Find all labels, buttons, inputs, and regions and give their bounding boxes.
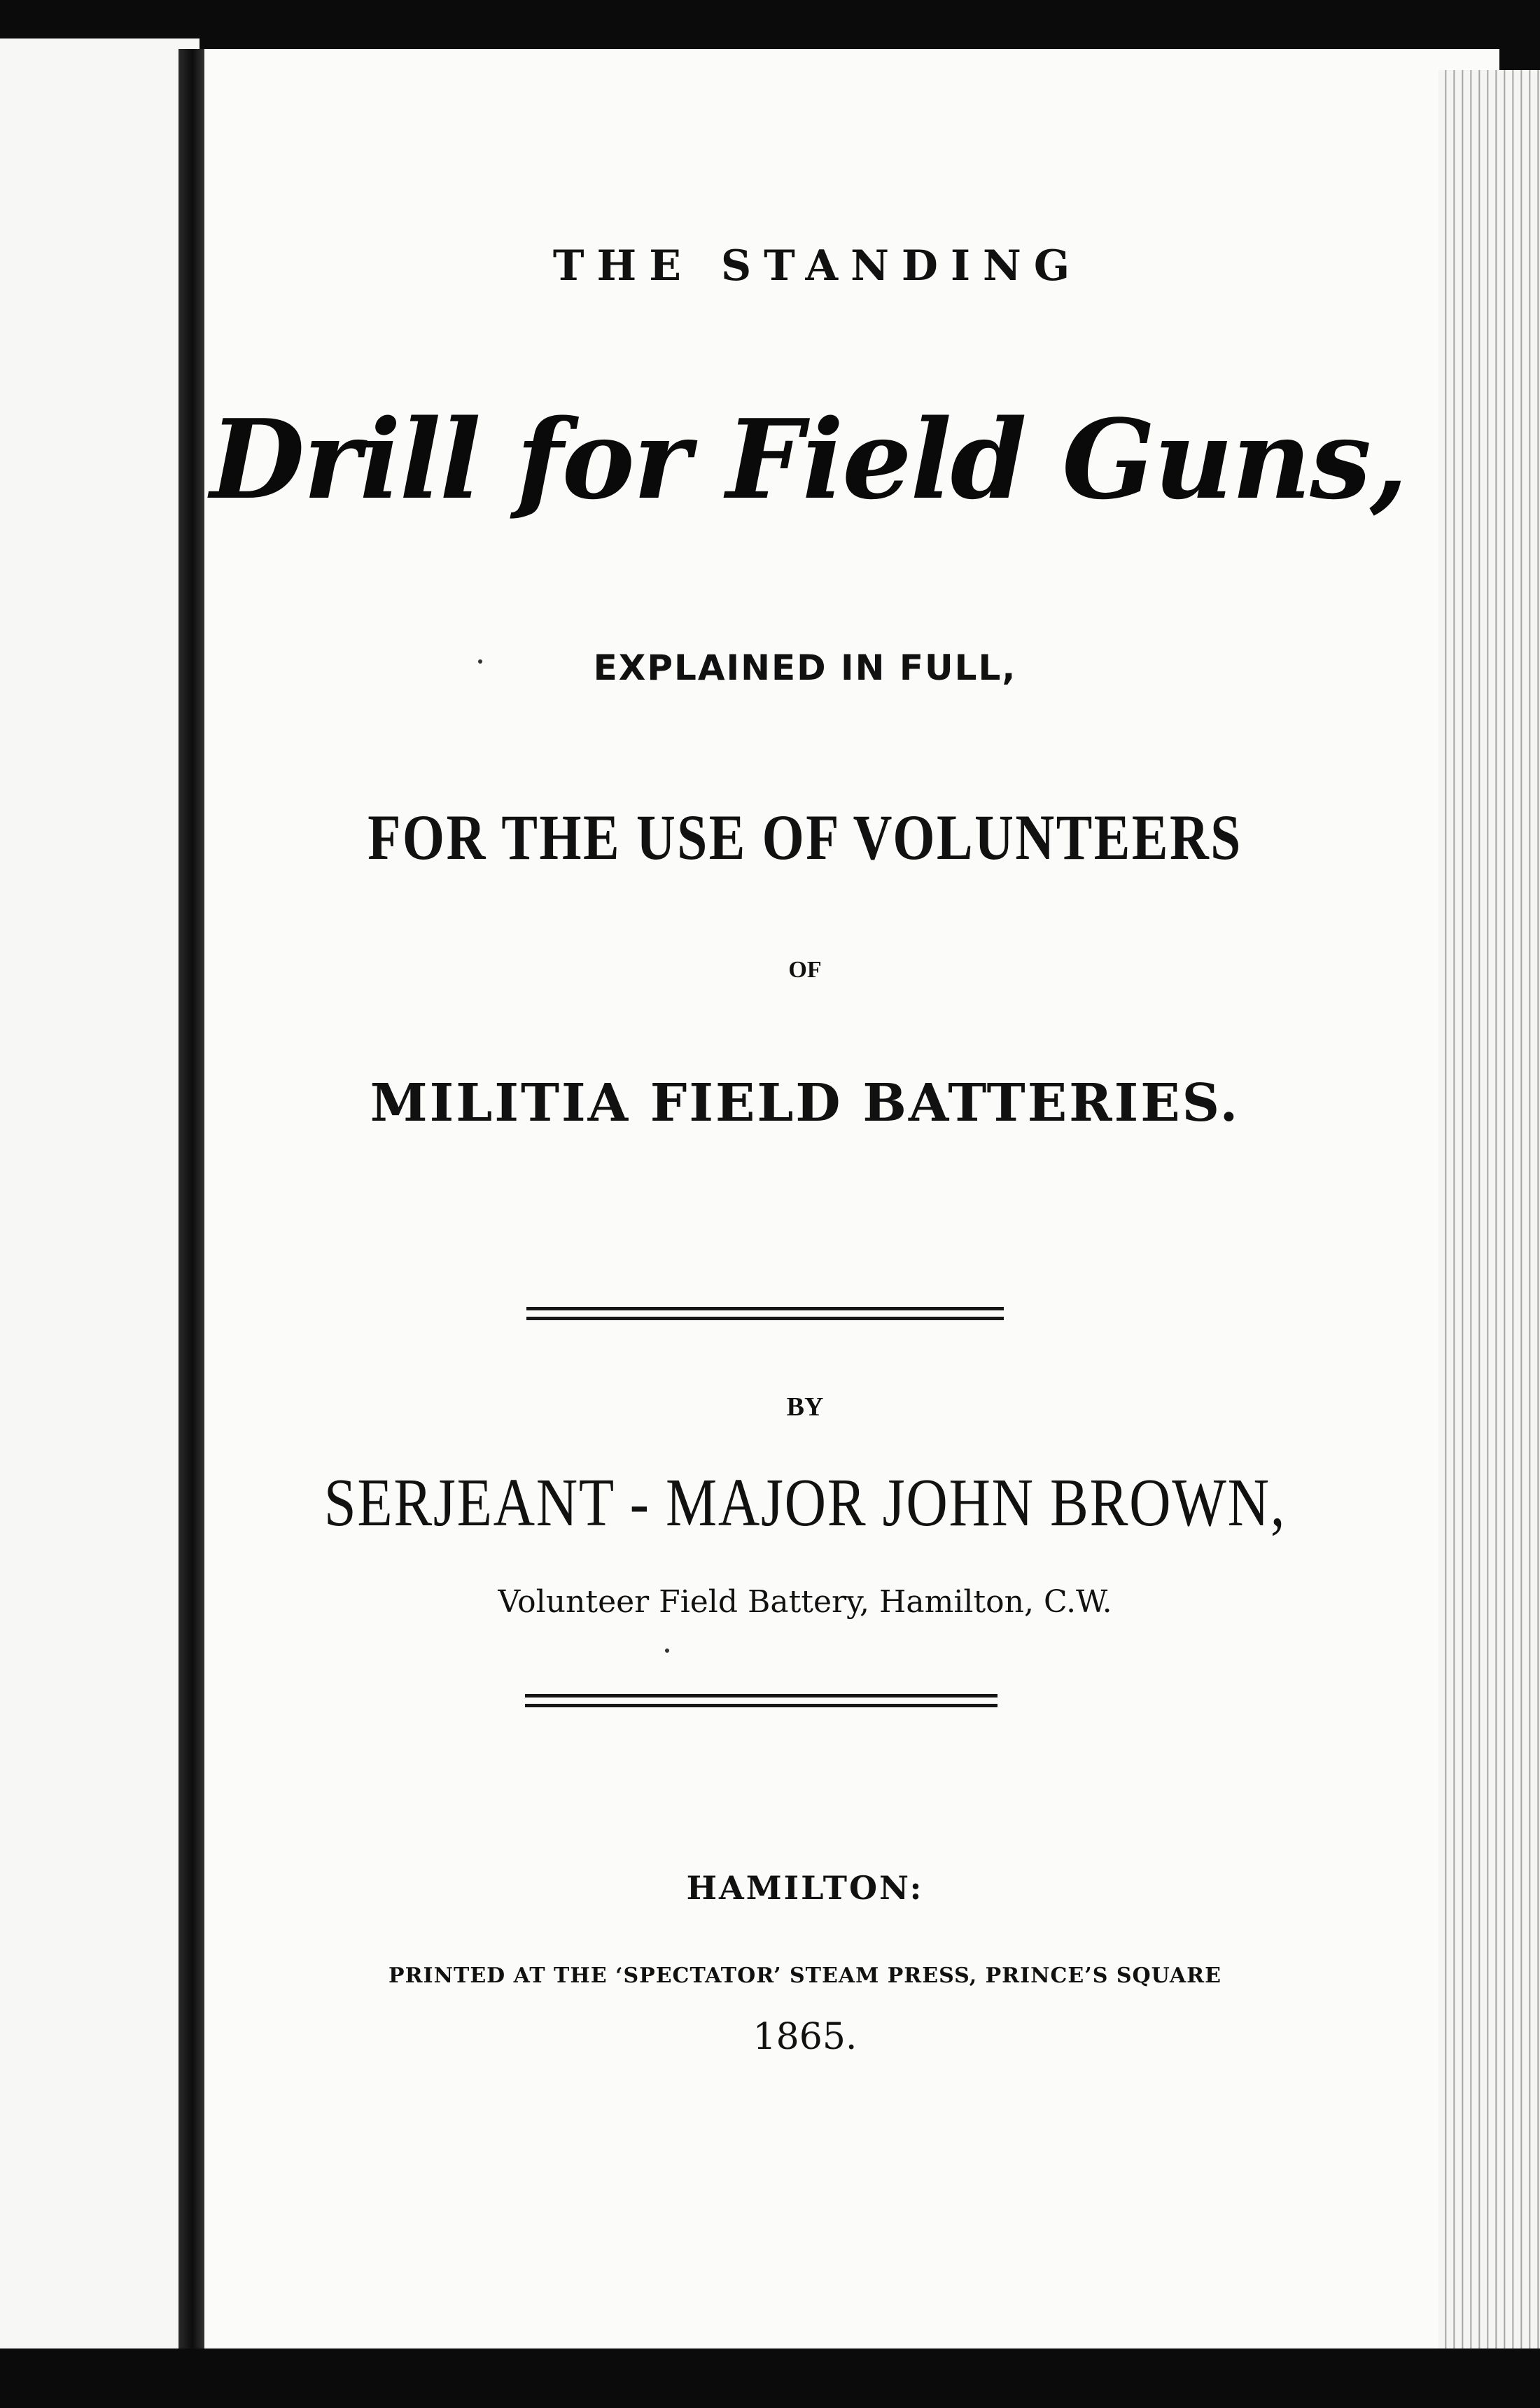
print-speck: [665, 1648, 669, 1653]
by-line: BY: [786, 1392, 824, 1422]
scan-bottom-edge: [0, 2348, 1540, 2408]
double-rule-upper: [526, 1307, 1004, 1320]
page-gutter: [178, 49, 206, 2352]
audience-line: MILITIA FIELD BATTERIES.: [370, 1073, 1240, 1133]
imprint-city: HAMILTON:: [686, 1869, 924, 1907]
double-rule-lower: [525, 1694, 997, 1707]
imprint-year: 1865.: [752, 2016, 858, 2058]
author-affiliation: Volunteer Field Battery, Hamilton, C.W.: [498, 1584, 1112, 1620]
author-name: SERJEANT - MAJOR JOHN BROWN,: [323, 1465, 1287, 1541]
imprint-printer: PRINTED AT THE ‘SPECTATOR’ STEAM PRESS, PRINCE’S SQUARE: [388, 1963, 1222, 1988]
title-kicker: THE STANDING: [552, 241, 1083, 290]
explained-line: EXPLAINED IN FULL,: [593, 648, 1017, 688]
main-title: Drill for Field Guns,: [210, 396, 1407, 524]
page-edges: [1438, 70, 1540, 2352]
purpose-line: FOR THE USE OF VOLUNTEERS: [368, 802, 1242, 873]
left-page: [0, 38, 200, 2348]
of-line: OF: [788, 957, 822, 983]
